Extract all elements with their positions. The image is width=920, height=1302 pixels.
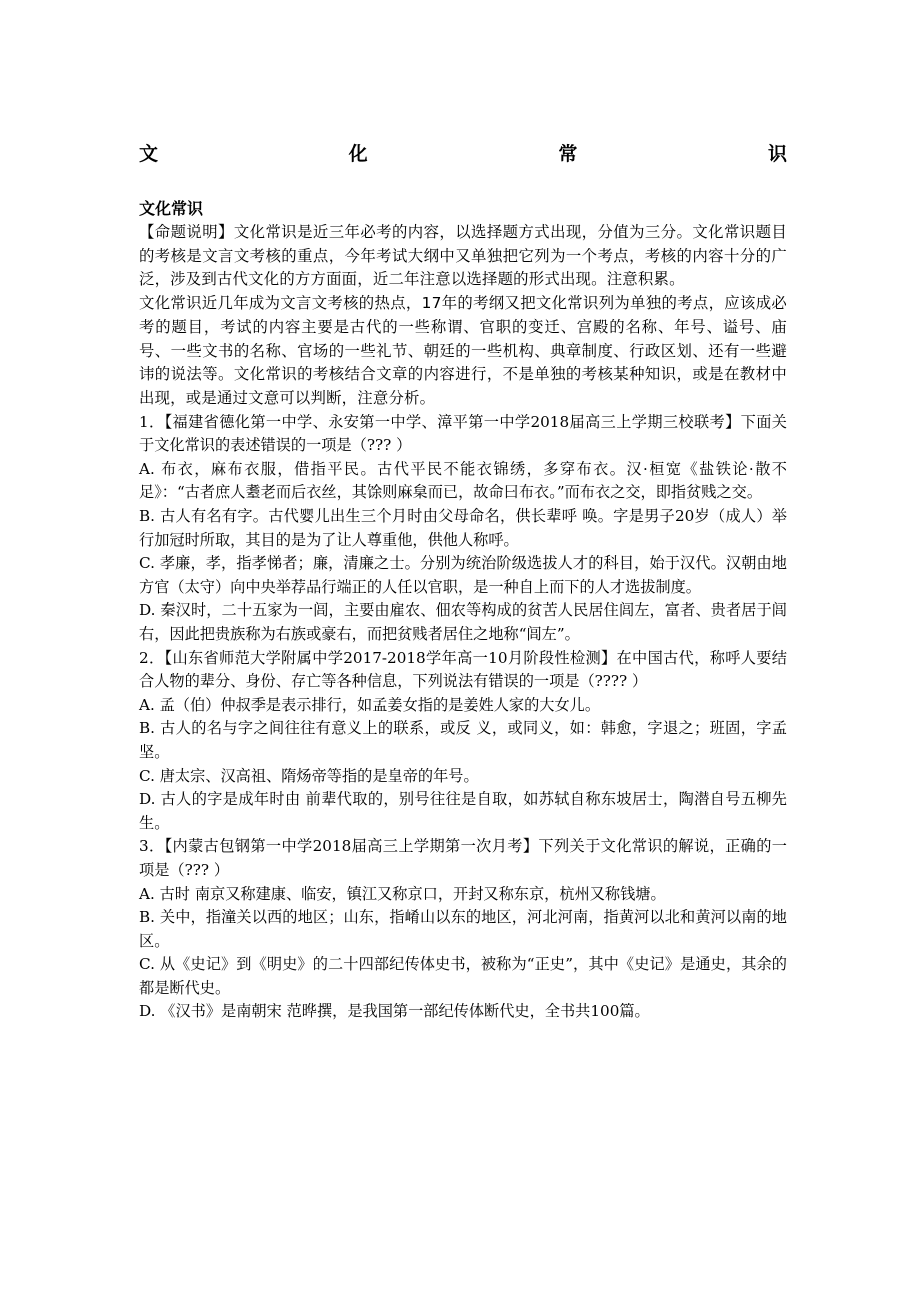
question-option: A. 孟（伯）仲叔季是表示排行，如孟姜女指的是姜姓人家的大女儿。 [139,695,601,714]
question-option: D. 秦汉时，二十五家为一闾，主要由雇农、佃农等构成的贫苦人民居住闾左，富者、贵者居于闾右，因此把贵族称为右族或豪右，而把贫贱者居住之地称“闾左”。 [139,601,787,643]
question-option: B. 古人有名有字。古代婴儿出生三个月时由父母命名，供长辈呼 唤。字是男子20岁（成人）举行加冠时所取，其目的是为了让人尊重他，供他人称呼。 [139,507,787,549]
question-option: D. 古人的字是成年时由 前辈代取的，别号往往是自取，如苏轼自称东坡居士，陶潜自号五柳先生。 [139,790,787,832]
title-char: 文 [139,143,159,165]
question-1 [139,411,787,647]
section-heading: 文化常识 [139,199,204,218]
question-option: A. 布衣，麻布衣服，借指平民。古代平民不能衣锦绣，多穿布衣。汉·桓宽《盐铁论·散不足》：“古者庶人耋老而后衣丝，其馀则麻枲而已，故命曰布衣。”而布衣之交，即指贫贱之交。 [139,459,787,502]
intro-paragraph: 【命题说明】文化常识是近三年必考的内容，以选择题方式出现，分值为三分。文化常识题目的考核是文言文考核的重点，今年考试大纲中又单独把它列为一个考点，考核的内容十分的广泛，涉及到古代文化的方方面面，近二年注意以选择题的形式出现。注意积累。 [139,223,787,289]
question-option: D. 《汉书》是南朝宋 范晔撰，是我国第一部纪传体断代史，全书共100篇。 [139,1002,650,1021]
question-2 [139,647,787,836]
question-stem: 2．【山东省师范大学附属中学2017-2018学年高一10月阶段性检测】在中国古代，称呼人要结合人物的辈分、身份、存亡等各种信息，下列说法有错误的一项是（???? ） [139,648,787,691]
question-option: A. 古时 南京又称建康、临安，镇江又称京口，开封又称东京，杭州又称钱塘。 [139,884,666,903]
question-option: C. 唐太宗、汉高祖、隋炀帝等指的是皇帝的年号。 [139,766,479,785]
document-title [139,140,787,168]
intro-paragraph: 文化常识近几年成为文言文考核的热点，17年的考纲又把文化常识列为单独的考点，应该成必考的题目，考试的内容主要是古代的一些称谓、官职的变迁、宫殿的名称、年号、谥号、庙号、一些文书的名称、官场的一些礼节、朝廷的一些机构、典章制度、行政区划、还有一些避讳的说法等。文化常识的考核结合文章的内容进行，不是单独的考核某种知识，或是在教材中出现，或是通过文意可以判断，注意分析。 [139,294,787,407]
question-option: B. 关中，指潼关以西的地区；山东，指崤山以东的地区，河北河南，指黄河以北和黄河以南的地区。 [139,908,787,950]
question-stem: 1．【福建省德化第一中学、永安第一中学、漳平第一中学2018届高三上学期三校联考】下面关于文化常识的表述错误的一项是（??? ） [139,412,787,455]
question-option: C. 从《史记》到《明史》的二十四部纪传体史书，被称为“正史”，其中《史记》是通史，其余的都是断代史。 [139,955,787,997]
question-stem: 3．【内蒙古包钢第一中学2018届高三上学期第一次月考】下列关于文化常识的解说，正确的一项是（??? ） [139,837,787,879]
title-char: 常 [558,143,578,165]
question-option: C. 孝廉，孝，指孝悌者；廉，清廉之士。分别为统治阶级选拔人才的科目，始于汉代。汉朝由地方官（太守）向中央举荐品行端正的人任以官职，是一种自上而下的人才选拔制度。 [139,554,787,596]
question-option: B. 古人的名与字之间往往有意义上的联系，或反 义，或同义，如：韩愈，字退之；班固，字孟坚。 [139,719,787,761]
title-char: 识 [767,143,787,165]
document-page [139,140,787,1024]
title-char: 化 [348,143,368,165]
question-3 [139,835,787,1024]
